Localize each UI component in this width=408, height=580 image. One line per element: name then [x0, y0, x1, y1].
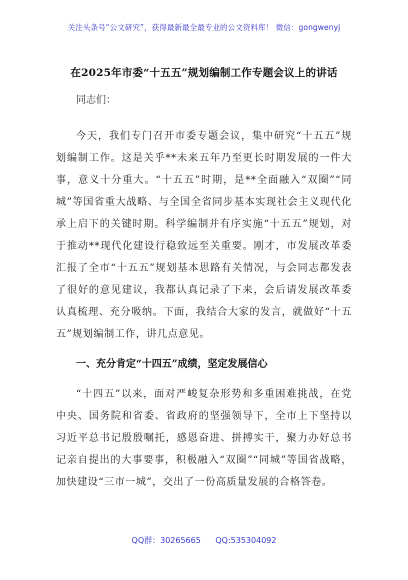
paragraph-intro: 今天，我们专门召开市委专题会议，集中研究“十五五”规划编制工作。这是关乎**未来五年乃至更长时期发展的一件大事，意义十分重大。“十五五”时期，是**全面融入“双圈”“同城”等国省重大战略、与全国全省同步基本实现社会主义现代化承上启下的关键时期。科学编制并有序实施“十五五”规划，对于推动**现代化建设行稳致远至关重要。刚才，市发展改革委汇报了全市“十五五”规划基本思路有关情况，与会同志都发表了很好的意见建议，我都认真记录了下来，会后请发展改革委认真梳理、充分吸纳。下面，我结合大家的发言，就做好“十五五”规划编制工作，讲几点意见。: [56, 131, 352, 340]
document-body: [56, 66, 352, 504]
document-title: 在2025年市委“十五五”规划编制工作专题会议上的讲话: [70, 67, 338, 79]
paragraph-section1: “十四五”以来，面对严峻复杂形势和多重困难挑战，在党中央、国务院和省委、省政府的坚强领导下，全市上下坚持以习近平总书记殷殷嘱托，感恩奋进、拼搏实干，聚力办好总书记亲自提出的大事要事，积极融入“双圈”“同城”等国省战略，加快建设“三市一城”，交出了一份高质量发展的合格答卷。: [56, 389, 352, 488]
footer-qq-group: QQ群：30265665: [131, 536, 201, 545]
header-promo-text: 关注头条号“公文研究”，获得最新最全最专业的公文资料库！ 微信：gongwenyj: [67, 23, 341, 32]
salutation: 同志们：: [76, 95, 116, 106]
footer-contact: [0, 535, 408, 546]
section-heading-1: 一、充分肯定“十四五”成绩，坚定发展信心: [76, 359, 268, 370]
footer-qq-number: QQ:535304092: [215, 536, 277, 545]
